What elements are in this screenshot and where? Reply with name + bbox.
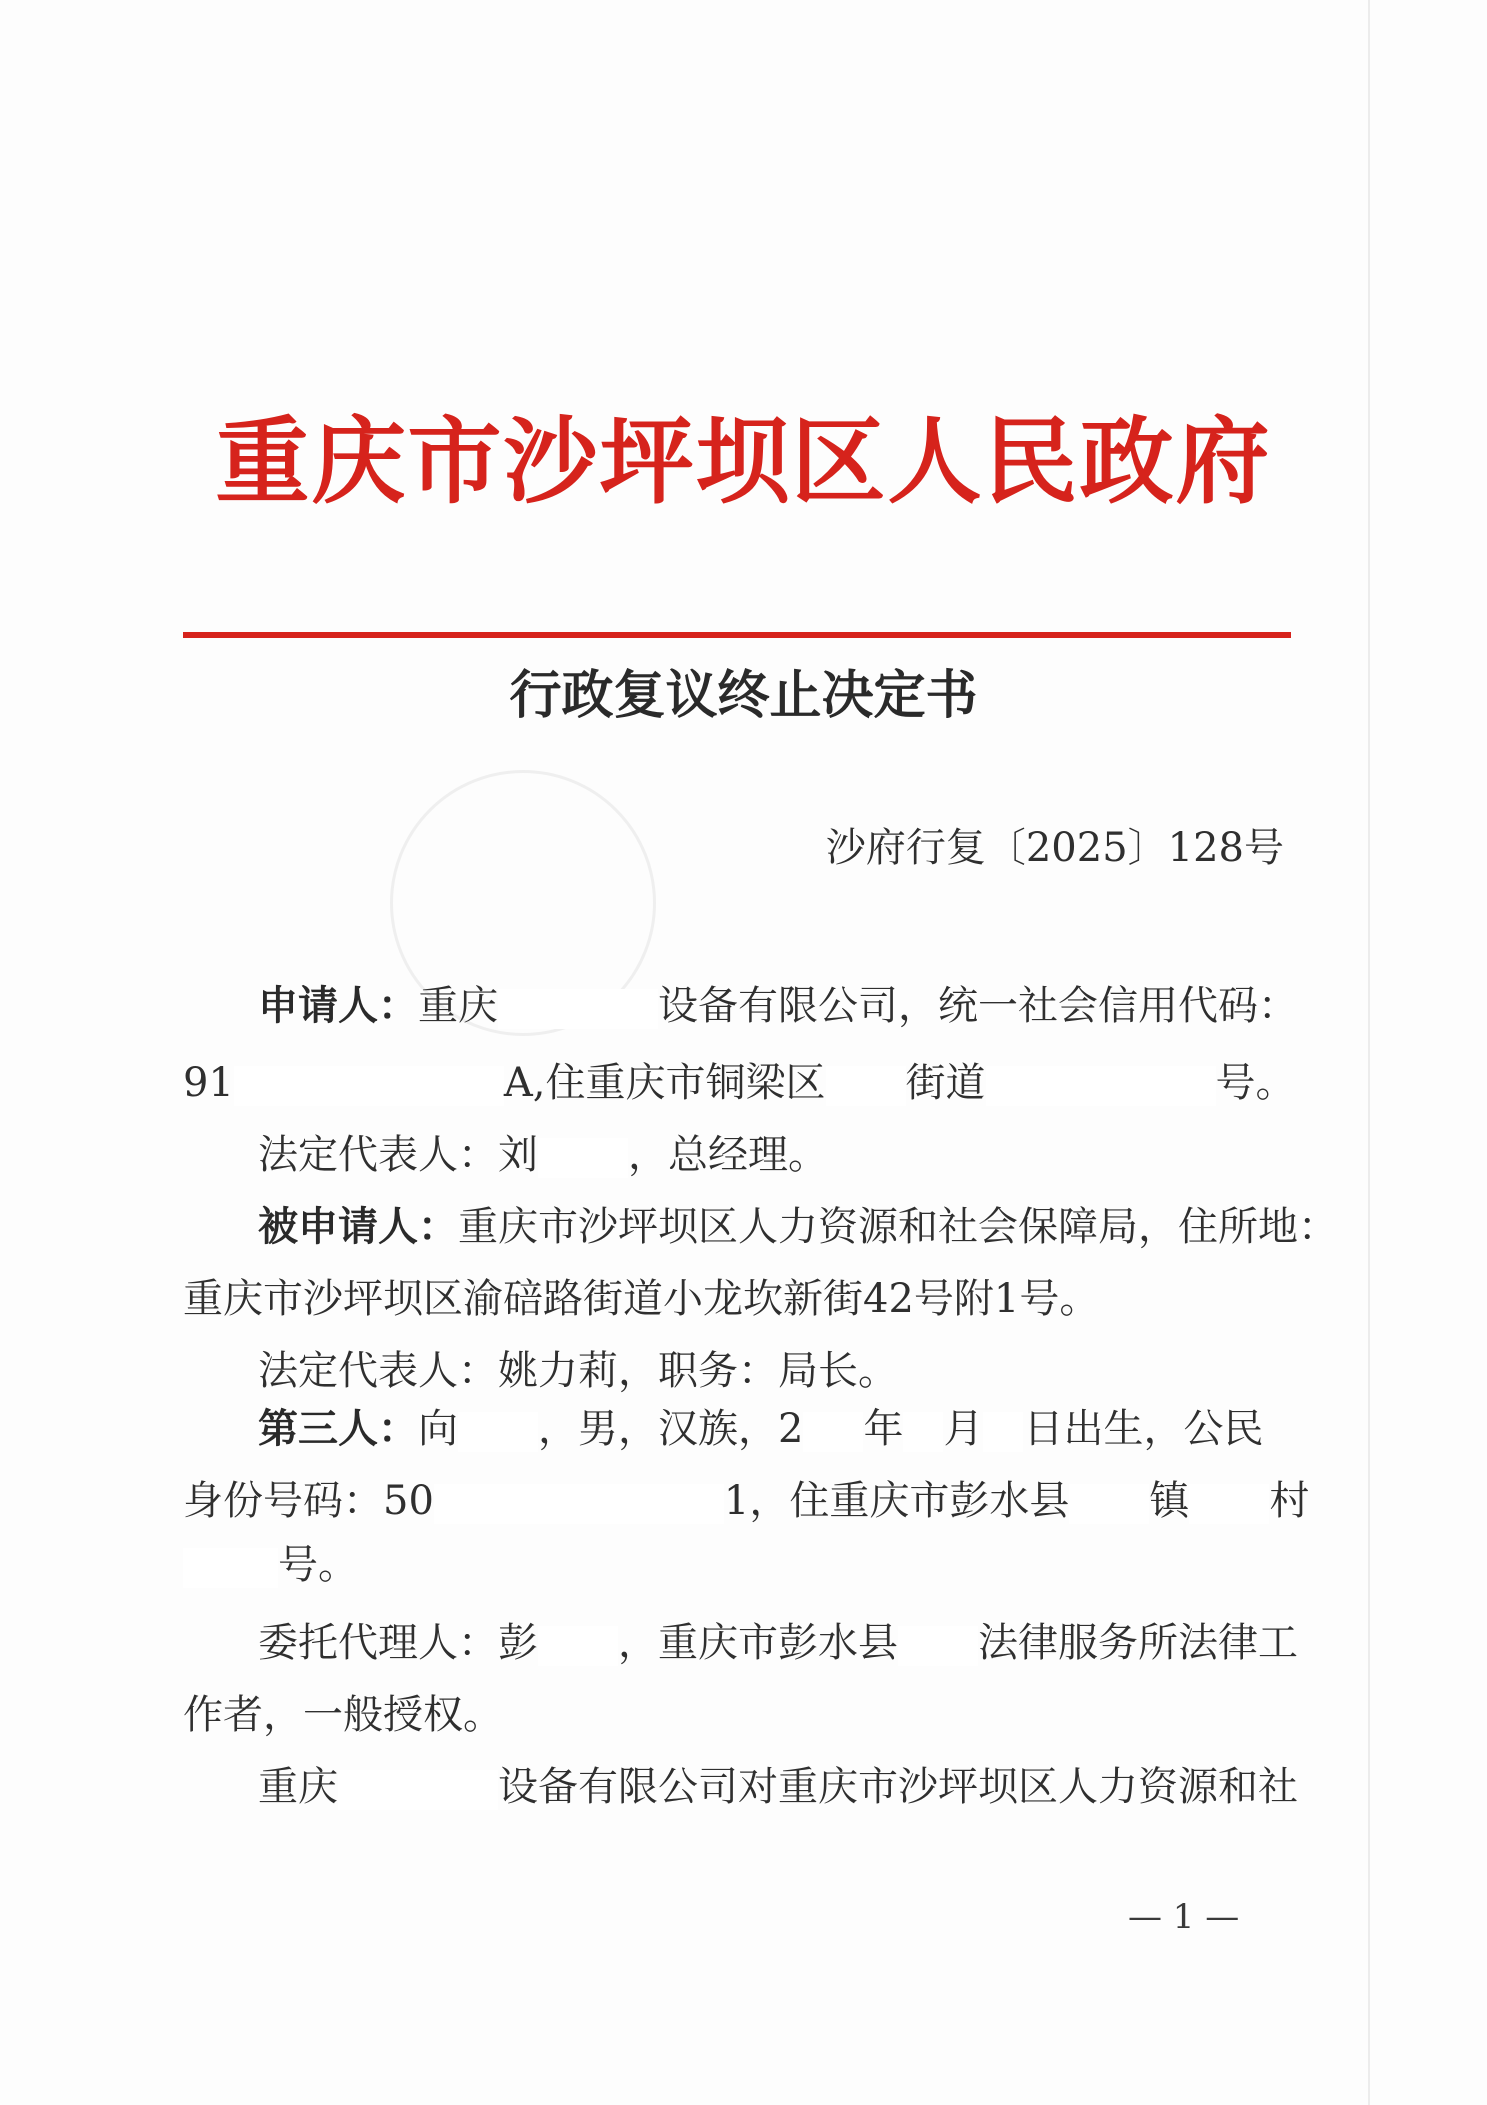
redaction (1069, 1484, 1149, 1524)
agent-line-2: 作者，一般授权。 (183, 1692, 503, 1738)
redaction (826, 1066, 906, 1106)
letterhead-issuer: 重庆市沙坪坝区人民政府 (215, 407, 1272, 517)
redaction (903, 1412, 943, 1452)
applicant-line-2: 91 A,住重庆市铜梁区 街道 号。 (183, 1060, 1296, 1106)
document-number: 沙府行复〔2025〕128号 (825, 825, 1284, 871)
redaction (803, 1412, 863, 1452)
document-title: 行政复议终止决定书 (509, 665, 978, 726)
redaction (434, 1484, 724, 1524)
respondent-line-2: 重庆市沙坪坝区渝碚路街道小龙坎新街42号附1号。 (183, 1276, 1100, 1322)
body-paragraph-line-1: 重庆 设备有限公司对重庆市沙坪坝区人力资源和社 (258, 1764, 1298, 1810)
respondent-line-1: 被申请人：重庆市沙坪坝区人力资源和社会保障局，住所地： (258, 1203, 1338, 1250)
redaction (338, 1770, 498, 1810)
redaction (458, 1412, 538, 1452)
redaction (234, 1066, 504, 1106)
applicant-line-1: 申请人：重庆 设备有限公司，统一社会信用代码： (258, 982, 1298, 1029)
third-party-line-1: 第三人：向 ，男，汉族，2 年 月 日出生，公民 (258, 1405, 1264, 1452)
redaction (538, 1138, 628, 1178)
letterhead-red-rule (183, 632, 1291, 638)
redaction (898, 1626, 978, 1666)
third-party-label: 第三人： (258, 1405, 418, 1452)
redaction (986, 1066, 1216, 1106)
page-fold-line (1368, 0, 1370, 2105)
third-party-line-2: 身份号码：50 1，住重庆市彭水县 镇 村 (183, 1478, 1310, 1524)
applicant-representative: 法定代表人：刘 ，总经理。 (258, 1132, 828, 1178)
redaction (538, 1626, 618, 1666)
redaction (1189, 1484, 1269, 1524)
respondent-representative: 法定代表人：姚力莉，职务：局长。 (258, 1348, 898, 1394)
redaction (983, 1412, 1023, 1452)
agent-line-1: 委托代理人：彭 ，重庆市彭水县 法律服务所法律工 (258, 1620, 1298, 1666)
redaction (498, 989, 658, 1029)
respondent-label: 被申请人： (258, 1203, 458, 1250)
page-number: — 1 — (1128, 1897, 1240, 1937)
third-party-line-3: 号。 (183, 1545, 358, 1588)
redaction (183, 1548, 278, 1588)
applicant-label: 申请人： (258, 982, 418, 1029)
